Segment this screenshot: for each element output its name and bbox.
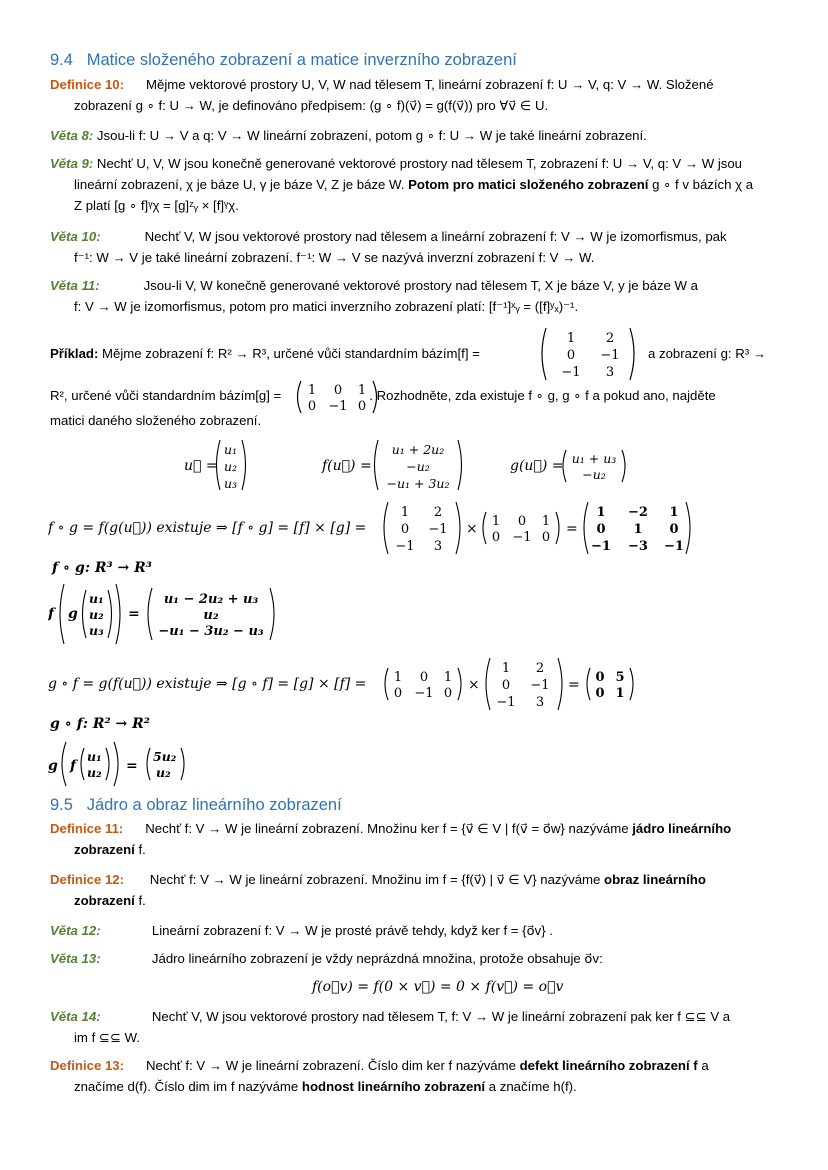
svg-text:u₁: u₁ — [87, 749, 102, 764]
theorem-label: Věta 8: — [50, 128, 94, 143]
definition-text: zobrazení g ∘ f: U → W, je definováno předpisem: (g ∘ f)(v⃗) = g(f(v⃗)) pro ∀v⃗ ∈ U. — [74, 98, 549, 113]
formula-gf-apply — [48, 740, 198, 788]
example-text: R², určené vůči standardním bázím[g] = — [50, 388, 282, 403]
definition-term: defekt lineárního zobrazení f — [519, 1058, 698, 1073]
theorem-14 — [50, 1006, 778, 1048]
svg-text:−1: −1 — [496, 695, 516, 710]
theorem-label: Věta 9: — [50, 156, 94, 171]
svg-text:f ∘ g = f(g(u⃗)) existuje ⇒ [f: f ∘ g = f(g(u⃗)) existuje ⇒ [f ∘ g] = [f] × [g] = — [48, 520, 367, 536]
example-label: Příklad: — [50, 346, 99, 361]
svg-text:3: 3 — [605, 365, 615, 380]
definition-text: f. — [134, 893, 146, 908]
definition-text: značíme d(f). Číslo dim im f nazýváme — [74, 1079, 302, 1094]
theorem-text: Jádro lineárního zobrazení je vždy neprázdná množina, protože obsahuje o⃗v: — [151, 951, 603, 966]
svg-text:g(u⃗) =: g(u⃗) = — [510, 458, 564, 474]
svg-text:−1: −1 — [664, 539, 684, 554]
section-heading-9-5 — [50, 795, 778, 816]
definition-text: Nechť f: V → W je lineární zobrazení. Číslo dim ker f nazýváme — [146, 1058, 520, 1073]
example-text: Mějme zobrazení f: R² → R³, určené vůči standardním bázím[f] = — [102, 346, 480, 361]
svg-text:×: × — [466, 521, 478, 537]
formula-fg-map: f ∘ g: R³ → R³ — [52, 560, 152, 576]
theorem-10 — [50, 226, 778, 268]
matrix-g-example — [294, 380, 380, 414]
theorem-label: Věta 13: — [50, 951, 101, 966]
svg-text:u₂: u₂ — [224, 459, 238, 474]
definition-text: Nechť f: V → W je lineární zobrazení. Množinu im f = {f(v⃗) | v⃗ ∈ V} nazýváme — [149, 872, 605, 887]
definition-text: a — [697, 1058, 709, 1073]
svg-text:0: 0 — [517, 514, 527, 529]
definition-text: Nechť f: V → W je lineární zobrazení. Množinu ker f = {v⃗ ∈ V | f(v⃗ = o⃗w} nazýváme — [145, 821, 633, 836]
svg-text:0: 0 — [501, 678, 511, 693]
theorem-text: f⁻¹: W → V je také lineární zobrazení. f⁻¹: W → V se nazývá inverzní zobrazení f: V → W. — [74, 250, 595, 265]
theorem-text: Jsou-li f: U → V a q: V → W lineární zobrazení, potom g ∘ f: U → W je také lineární zobrazení. — [96, 128, 647, 143]
theorem-label: Věta 10: — [50, 229, 101, 244]
theorem-8 — [50, 125, 778, 146]
svg-text:1: 1 — [400, 505, 410, 520]
svg-text:0: 0 — [541, 530, 551, 545]
section-title: Jádro a obraz lineárního zobrazení — [86, 796, 342, 814]
svg-text:5u₂: 5u₂ — [153, 749, 177, 764]
theorem-text: Jsou-li V, W konečně generované vektorové prostory nad tělesem T, X je báze V, y je báze W a — [143, 278, 698, 293]
svg-text:=: = — [568, 677, 580, 693]
svg-text:u₁: u₁ — [224, 442, 238, 457]
svg-text:f: f — [70, 758, 77, 774]
svg-text:0: 0 — [333, 383, 343, 398]
svg-text:1: 1 — [501, 661, 511, 676]
svg-text:g: g — [68, 606, 78, 622]
theorem-text: f: V → W je izomorfismus, potom pro matici inverzního zobrazení platí: [f⁻¹]ˣᵧ = ([f]ʸₓ)⁻¹. — [74, 299, 579, 314]
svg-text:2: 2 — [433, 505, 443, 520]
svg-text:−3: −3 — [628, 539, 648, 554]
theorem-emphasis: Potom pro matici složeného zobrazení — [408, 177, 649, 192]
svg-text:u₃: u₃ — [89, 623, 104, 638]
formula-definitions — [180, 436, 640, 494]
svg-text:0: 0 — [419, 670, 429, 685]
svg-text:3: 3 — [535, 695, 545, 710]
svg-text:f: f — [48, 606, 55, 622]
svg-text:=: = — [566, 521, 578, 537]
theorem-text: Nechť V, W jsou vektorové prostory nad tělesem T, f: V → W je lineární zobrazení pak ker f ⊆⊆ V a — [151, 1009, 731, 1024]
svg-text:0: 0 — [400, 522, 410, 537]
svg-text:f(u⃗) =: f(u⃗) = — [322, 458, 372, 474]
svg-text:0: 0 — [595, 670, 605, 685]
svg-text:=: = — [126, 758, 138, 774]
svg-text:u₃: u₃ — [224, 476, 238, 491]
svg-text:u⃗ =: u⃗ = — [184, 458, 218, 474]
svg-text:5: 5 — [615, 670, 625, 685]
svg-text:−1: −1 — [512, 530, 532, 545]
theorem-text: lineární zobrazení, χ je báze U, γ je báze V, Z je báze W. — [74, 177, 409, 192]
svg-text:g ∘ f = g(f(u⃗)) existuje ⇒ [g: g ∘ f = g(f(u⃗)) existuje ⇒ [g ∘ f] = [g] × [f] = — [48, 676, 367, 692]
svg-text:0: 0 — [443, 686, 453, 701]
svg-text:−u₂: −u₂ — [582, 467, 606, 482]
svg-text:1: 1 — [357, 383, 367, 398]
svg-text:−1: −1 — [428, 522, 448, 537]
definition-13 — [50, 1055, 778, 1097]
svg-text:u₂: u₂ — [156, 765, 171, 780]
theorem-label: Věta 11: — [50, 278, 100, 293]
definition-term: hodnost lineárního zobrazení — [301, 1079, 486, 1094]
svg-text:1: 1 — [443, 670, 453, 685]
svg-text:−2: −2 — [628, 505, 648, 520]
svg-text:2: 2 — [605, 331, 615, 346]
theorem-13-equation: f(o⃗v) = f(0 × v⃗) = 0 × f(v⃗) = o⃗v — [312, 979, 564, 995]
theorem-label: Věta 14: — [50, 1009, 101, 1024]
svg-text:u₁ − 2u₂ + u₃: u₁ − 2u₂ + u₃ — [163, 592, 259, 607]
definition-label: Definice 10: — [50, 77, 125, 92]
svg-text:u₂: u₂ — [203, 608, 219, 623]
example-text: . Rozhodněte, zda existuje f ∘ g, g ∘ f a pokud ano, najděte — [369, 388, 716, 403]
svg-text:2: 2 — [535, 661, 545, 676]
definition-term: zobrazení — [74, 893, 135, 908]
theorem-text: g ∘ f v bázích χ a — [648, 177, 754, 192]
definition-10 — [50, 74, 778, 116]
svg-text:1: 1 — [307, 383, 317, 398]
theorem-13 — [50, 948, 778, 969]
svg-text:0: 0 — [307, 399, 317, 414]
definition-label: Definice 11: — [50, 821, 124, 836]
svg-text:0: 0 — [393, 686, 403, 701]
example-text: a zobrazení g: R³ → — [648, 346, 767, 361]
svg-text:=: = — [128, 606, 140, 622]
definition-term: zobrazení — [74, 842, 135, 857]
svg-text:0: 0 — [566, 348, 576, 363]
svg-text:−1: −1 — [414, 686, 434, 701]
svg-text:0: 0 — [595, 686, 605, 701]
svg-text:−1: −1 — [395, 539, 415, 554]
svg-text:−1: −1 — [328, 399, 348, 414]
svg-text:−1: −1 — [591, 539, 611, 554]
formula-gf-product — [48, 654, 648, 714]
theorem-label: Věta 12: — [50, 923, 101, 938]
definition-text: f. — [134, 842, 146, 857]
svg-text:u₁ + u₃: u₁ + u₃ — [571, 451, 617, 466]
theorem-9 — [50, 153, 778, 216]
theorem-text: im f ⊆⊆ W. — [74, 1030, 141, 1045]
definition-term: obraz lineárního — [604, 872, 706, 887]
definition-term: jádro lineárního — [632, 821, 732, 836]
svg-text:u₂: u₂ — [87, 765, 102, 780]
theorem-12 — [50, 920, 778, 941]
example-text: matici daného složeného zobrazení. — [50, 413, 262, 428]
theorem-text: Lineární zobrazení f: V → W je prosté právě tehdy, když ker f = {o⃗v} . — [151, 923, 553, 938]
theorem-text: Nechť U, V, W jsou konečně generované vektorové prostory nad tělesem T, zobrazení f: U → V, q: V → W jsou — [96, 156, 743, 171]
svg-text:×: × — [468, 677, 480, 693]
svg-text:1: 1 — [393, 670, 403, 685]
svg-text:1: 1 — [566, 331, 576, 346]
matrix-f-example — [538, 326, 638, 382]
section-heading-9-4 — [50, 50, 778, 71]
section-number: 9.4 — [50, 51, 73, 69]
svg-text:1: 1 — [491, 514, 501, 529]
svg-text:u₂: u₂ — [89, 607, 104, 622]
definition-text: a značíme h(f). — [485, 1079, 577, 1094]
theorem-text: Nechť V, W jsou vektorové prostory nad tělesem a lineární zobrazení f: V → W je izomorfismus, pak — [144, 229, 727, 244]
formula-gf-map: g ∘ f: R² → R² — [50, 716, 150, 732]
svg-text:0: 0 — [596, 522, 606, 537]
svg-text:−1: −1 — [600, 348, 620, 363]
svg-text:−1: −1 — [561, 365, 581, 380]
svg-text:0: 0 — [357, 399, 367, 414]
svg-text:−u₂: −u₂ — [406, 459, 430, 474]
svg-text:0: 0 — [491, 530, 501, 545]
svg-text:−1: −1 — [530, 678, 550, 693]
example-line-2 — [50, 385, 778, 406]
svg-text:1: 1 — [615, 686, 625, 701]
theorem-formula: Z platí [g ∘ f]ᵞχ = [g]ᶻᵧ × [f]ᵞχ. — [74, 198, 239, 213]
svg-text:1: 1 — [633, 522, 643, 537]
svg-text:−u₁ − 3u₂ − u₃: −u₁ − 3u₂ − u₃ — [158, 624, 264, 639]
formula-fg-product — [48, 498, 708, 558]
svg-text:1: 1 — [541, 514, 551, 529]
section-number: 9.5 — [50, 796, 73, 814]
definition-label: Definice 12: — [50, 872, 125, 887]
definition-11 — [50, 818, 778, 860]
definition-12 — [50, 869, 778, 911]
svg-text:u₁: u₁ — [89, 591, 104, 606]
theorem-11 — [50, 275, 778, 317]
svg-text:1: 1 — [669, 505, 679, 520]
definition-text: Mějme vektorové prostory U, V, W nad tělesem T, lineární zobrazení f: U → V, q: V → W. Složené — [146, 77, 714, 92]
section-title: Matice složeného zobrazení a matice inverzního zobrazení — [86, 51, 517, 69]
svg-text:−u₁ + 3u₂: −u₁ + 3u₂ — [386, 476, 450, 491]
svg-text:u₁ + 2u₂: u₁ + 2u₂ — [391, 442, 445, 457]
svg-text:0: 0 — [669, 522, 679, 537]
svg-text:g: g — [48, 758, 58, 774]
svg-text:3: 3 — [433, 539, 443, 554]
svg-text:1: 1 — [596, 505, 606, 520]
definition-label: Definice 13: — [50, 1058, 125, 1073]
formula-fg-apply — [48, 582, 298, 646]
